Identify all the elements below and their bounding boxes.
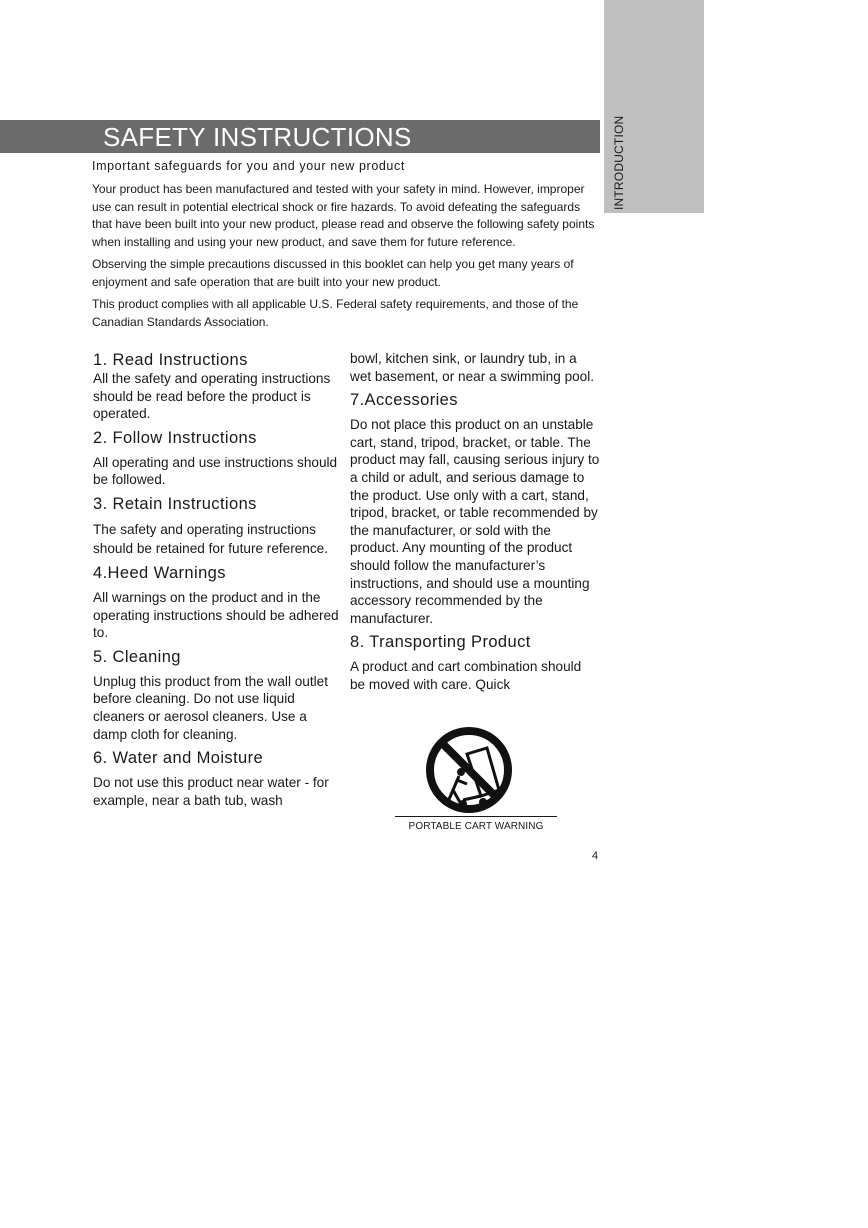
figure-rule: [395, 816, 557, 817]
section-heading: 7.Accessories: [350, 391, 458, 410]
figure-caption: PORTABLE CART WARNING: [408, 821, 544, 832]
section-body-continued: bowl, kitchen sink, or laundry tub, in a wet basement, or near a swimming pool.: [350, 351, 595, 384]
section-body: All the safety and operating instructions should be read before the product is operated.: [93, 371, 331, 422]
left-column: [93, 350, 343, 814]
section-body: A product and cart combination should be moved with care. Quick: [350, 659, 582, 692]
portable-cart-warning-icon: [423, 724, 515, 816]
section-heading: 6. Water and Moisture: [93, 749, 264, 768]
section-heading: 4.Heed Warnings: [93, 563, 226, 582]
section-heading: 5. Cleaning: [93, 647, 181, 666]
page-title: SAFETY INSTRUCTIONS: [103, 122, 412, 152]
intro-section: [92, 158, 600, 336]
section-body: Do not place this product on an unstable cart, stand, tripod, bracket, or table. The product may fall, causing serious injury to a child or adult, and serious damage to the product. Use only with a cart, stand, tripod, bracket, or table recommended by the manufacturer, or sold with the product. Any mounting of the product should follow the manufacturer’s instructions, and should use a mounting accessory recommended by the manufacturer.: [350, 417, 600, 626]
section-body: Unplug this product from the wall outlet before cleaning. Do not use liquid cleaners or aerosol cleaners. Use a damp cloth for cleaning.: [93, 673, 328, 742]
section-heading: 3. Retain Instructions: [93, 494, 257, 513]
intro-paragraph: Observing the simple precautions discussed in this booklet can help you get many years of enjoyment and safe operation that are built into your new product.: [92, 257, 574, 289]
section-heading: 1. Read Instructions: [93, 351, 248, 369]
intro-paragraph: This product complies with all applicable U.S. Federal safety requirements, and those of the Canadian Standards Association.: [92, 297, 579, 329]
intro-paragraph: Your product has been manufactured and tested with your safety in mind. However, improper use can result in potential electrical shock or fire hazards. To avoid defeating the safeguards that have been built into your new product, please read and observe the following safety points when installing and using your new product, and save them for future reference.: [92, 182, 595, 249]
section-heading: 8. Transporting Product: [350, 633, 531, 652]
section-heading: 2. Follow Instructions: [93, 428, 257, 447]
section-body: All operating and use instructions should be followed.: [93, 454, 338, 488]
page-number: 4: [592, 850, 599, 862]
right-column: [350, 350, 600, 699]
section-body: Do not use this product near water - for example, near a bath tub, wash: [93, 775, 329, 808]
section-body: All warnings on the product and in the operating instructions should be adhered to.: [93, 589, 339, 641]
section-body: The safety and operating instructions should be retained for future reference.: [93, 521, 329, 556]
cart-warning-figure: [395, 724, 557, 834]
intro-subtitle: Important safeguards for you and your new product: [92, 159, 405, 173]
side-tab-label: INTRODUCTION: [612, 115, 626, 210]
